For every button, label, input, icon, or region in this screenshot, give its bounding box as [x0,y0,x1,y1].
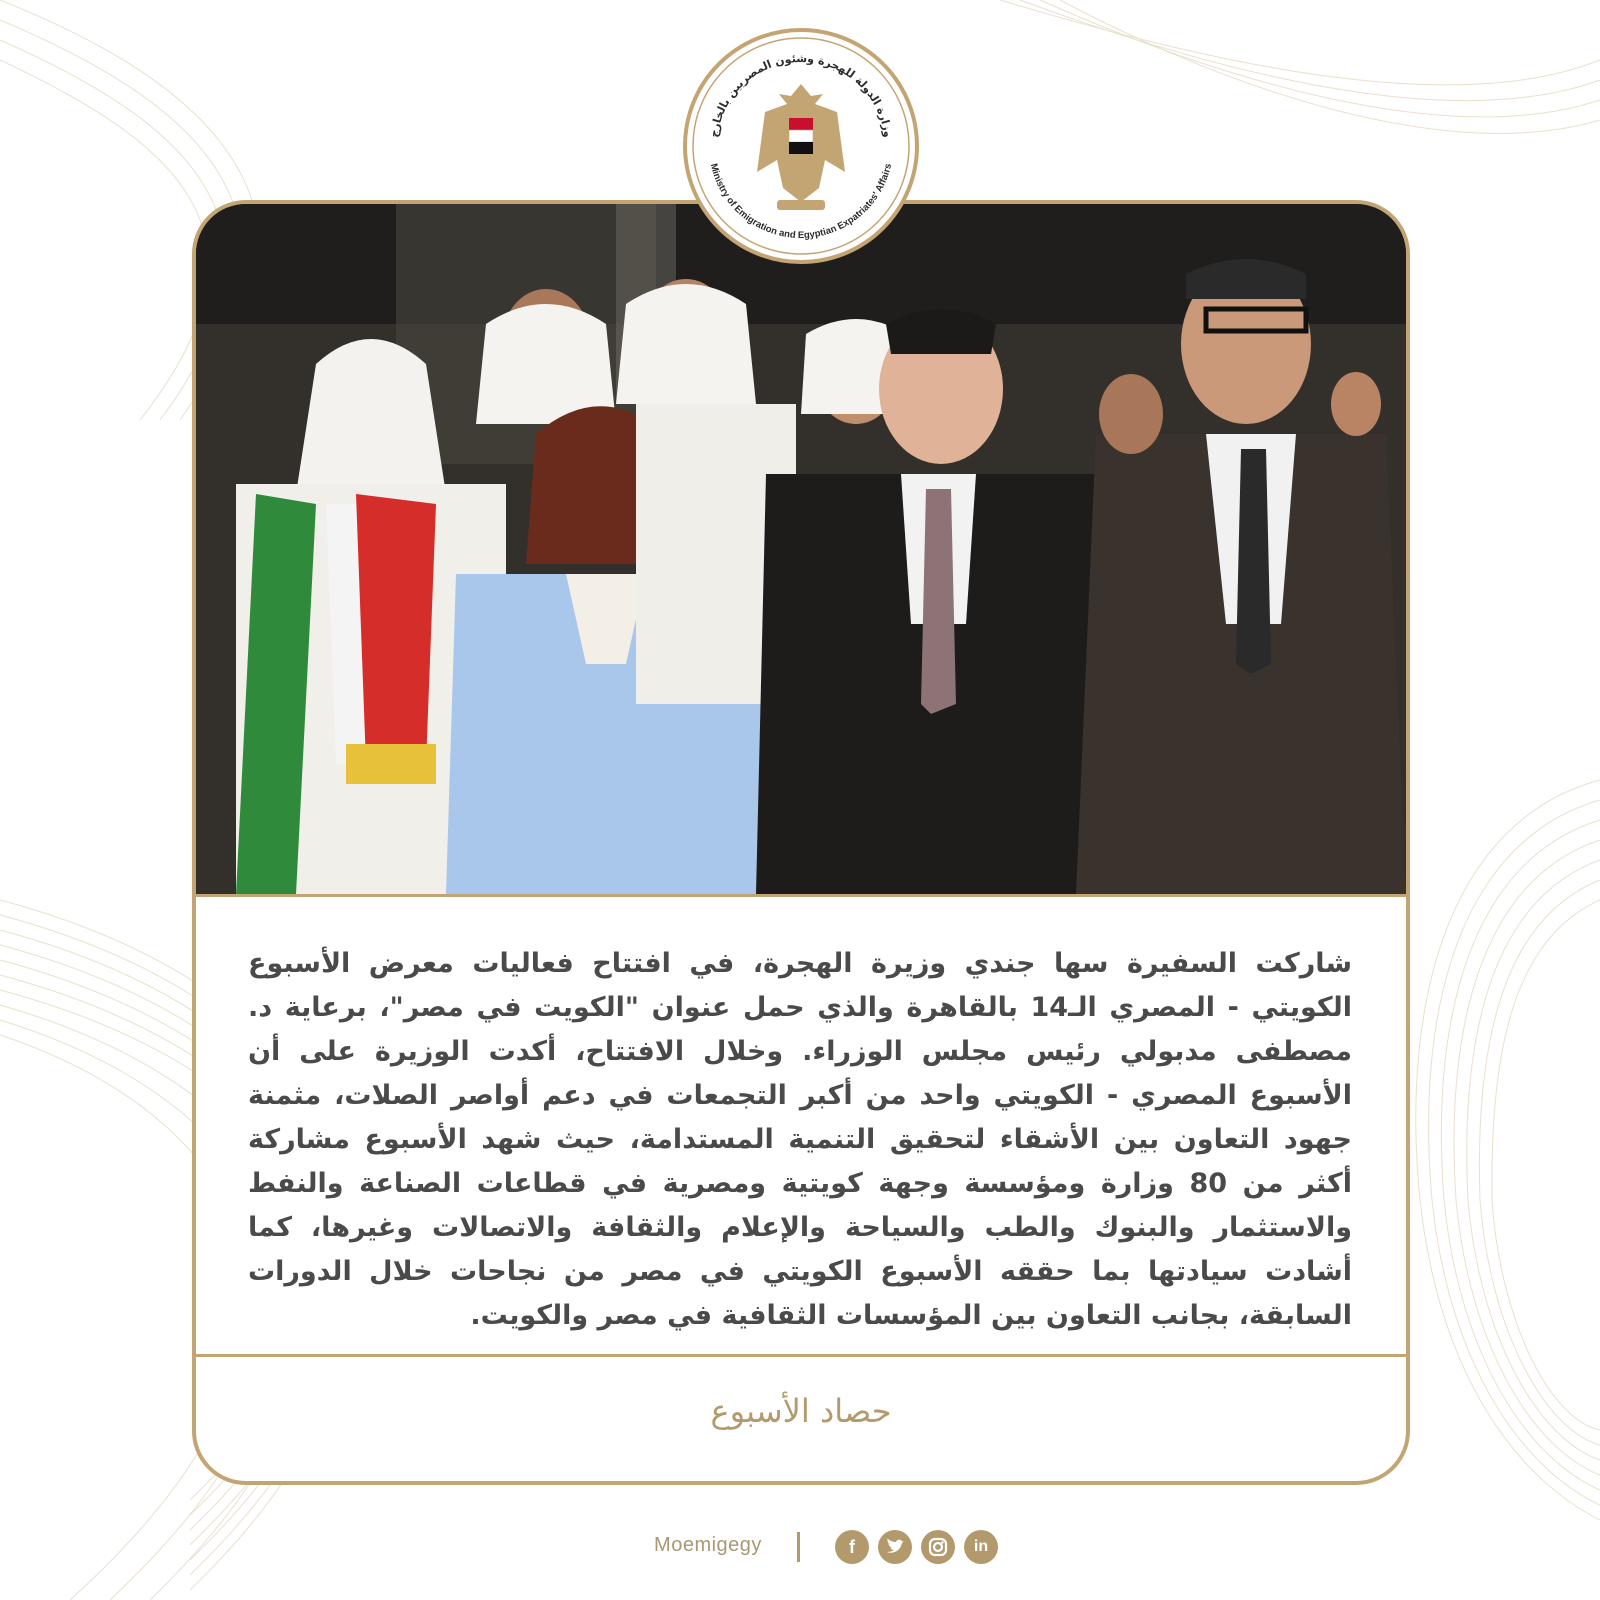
post-card [192,200,1410,1485]
eagle-of-saladin-icon [757,84,845,210]
event-photo [196,204,1406,894]
linkedin-icon[interactable]: in [964,1530,998,1564]
facebook-icon[interactable]: f [835,1530,869,1564]
photo-divider [196,894,1406,897]
article-body: شاركت السفيرة سها جندي وزيرة الهجرة، في افتتاح فعاليات معرض الأسبوع الكويتي - المصري الـ14 بالقاهرة والذي حمل عنوان "الكويت في مصر"، برعاية د. مصطفى مدبولي رئيس مجلس الوزراء. وخلال الافتتاح، أكدت الوزيرة على أن الأسبوع المصري - الكويتي واحد من أكبر التجمعات في دعم أواصر الصلات، مثمنة جهود التعاون بين الأشقاء لتحقيق التنمية المستدامة، حيث شهد الأسبوع مشاركة أكثر من 80 وزارة ومؤسسة وجهة كويتية ومصرية في قطاعات الصناعة والنفط والاستثمار والبنوك والطب والسياحة والإعلام والثقافة والاتصالات وغيرها، كما أشادت سيادتها بما حققه الأسبوع الكويتي في مصر من نجاحات خلال الدورات السابقة، بجانب التعاون بين المؤسسات الثقافية في مصر والكويت. [248,948,1353,1331]
ministry-logo [683,28,919,264]
social-bar [0,1528,1600,1572]
twitter-icon[interactable] [878,1530,912,1564]
social-handle[interactable]: Moemigegy [654,1534,762,1556]
social-separator [797,1532,800,1562]
text-divider [196,1354,1406,1357]
ministry-arabic-name: وزارة الدولة للهجرة وشئون المصريين بالخارج [707,51,895,139]
ministry-english-name: Ministry of Emigration and Egyptian Expatriates' Affairs [707,162,895,242]
instagram-icon[interactable] [921,1530,955,1564]
weekly-harvest-label: حصاد الأسبوع [710,1392,892,1430]
